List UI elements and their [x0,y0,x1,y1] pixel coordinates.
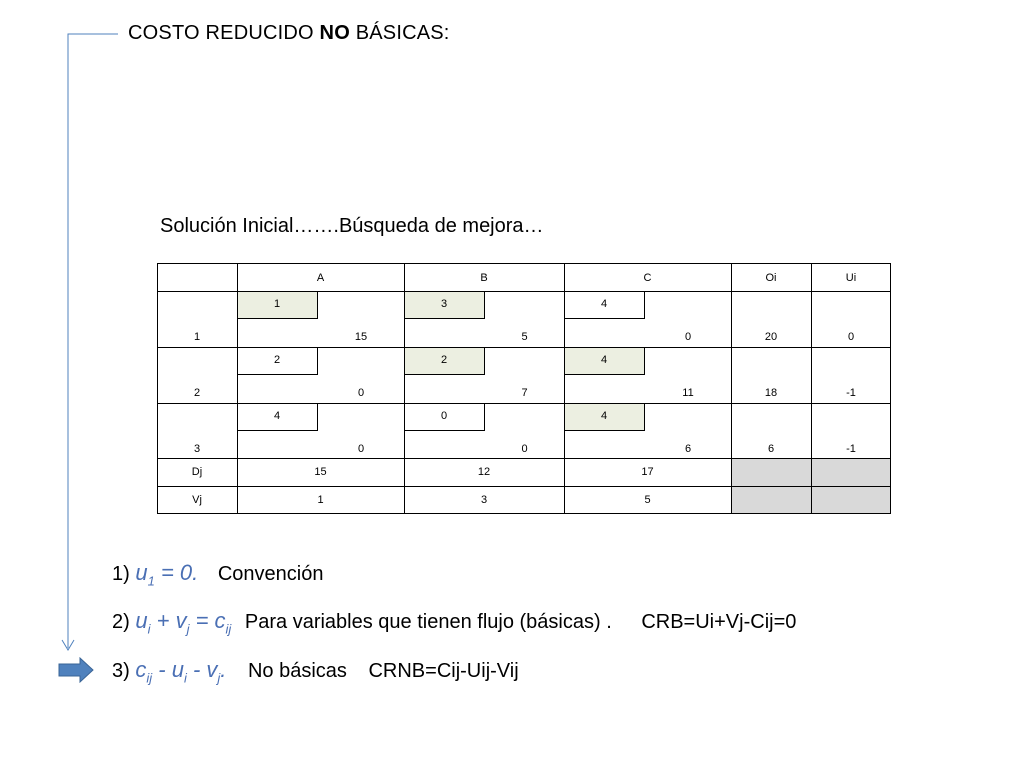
flow-value: 15 [354,331,368,343]
flow-value: 0 [357,387,365,399]
step-text: Convención [217,563,324,585]
gray-cell [731,486,811,514]
cost-cell: 2 [404,347,485,375]
step-formula: $u_1 = 0$. [135,560,199,589]
step-3 [112,657,519,685]
title-suffix: BÁSICAS: [349,22,450,44]
cost-cell: 4 [564,403,645,431]
gray-cell [731,458,811,486]
flow-value: 0 [357,443,365,455]
column-header: B [480,272,488,284]
dj-value: 15 [314,466,327,478]
bracket-connector [0,0,140,700]
table-hline [157,347,891,348]
dj-label: Dj [191,466,203,478]
table-hline [157,403,891,404]
step-1 [112,560,323,588]
table-hline [157,513,891,514]
flow-value: 6 [684,443,692,455]
flow-value: 7 [521,387,528,399]
right-arrow-icon [58,657,94,683]
title-prefix: COSTO REDUCIDO [128,22,320,44]
vj-value: 3 [480,494,488,506]
cost-cell: 0 [404,403,485,431]
row-label: 3 [193,443,201,455]
vj-label: Vj [192,494,202,506]
oi-value: 18 [764,387,778,399]
cost-cell: 3 [404,291,485,319]
row-label: 1 [193,331,201,343]
table-hline [157,263,891,264]
cost-cell: 1 [237,291,318,319]
page-title [128,22,450,45]
table-hline [157,291,891,292]
column-header: C [643,272,652,284]
ui-value: 0 [847,331,855,343]
cost-cell: 4 [564,347,645,375]
title-bold: NO [319,22,350,44]
step-text: No básicas [247,660,347,682]
step-formula: $u_i + v_j = c_{ij}$ [135,608,232,637]
gray-cell [811,486,891,514]
step-number: 2) [112,611,130,633]
step-extra: CRNB=Cij-Uij-Vij [368,660,519,682]
cost-cell: 2 [237,347,318,375]
step-number: 3) [112,660,130,682]
table-hline [157,458,891,459]
vj-value: 1 [317,494,324,506]
vj-value: 5 [644,494,651,506]
column-header: Oi [765,272,777,284]
flow-value: 0 [684,331,692,343]
oi-value: 20 [764,331,778,343]
flow-value: 11 [682,387,694,399]
transport-table [157,263,891,514]
step-2 [112,608,796,636]
step-extra: CRB=Ui+Vj-Cij=0 [641,611,797,633]
step-number: 1) [112,563,130,585]
cost-cell: 4 [237,403,318,431]
subtitle: Solución Inicial…….Búsqueda de mejora… [160,215,544,237]
gray-cell [811,458,891,486]
step-formula: $c_{ij} - u_i - v_j$. [135,657,227,686]
ui-value: -1 [846,387,856,399]
table-hline [157,486,891,487]
column-header: A [316,272,325,284]
step-text: Para variables que tienen flujo (básicas) . [244,611,612,633]
column-header: Ui [845,272,857,284]
oi-value: 6 [767,443,775,455]
ui-value: -1 [846,443,856,455]
flow-value: 0 [521,443,528,455]
dj-value: 12 [477,466,491,478]
flow-value: 5 [521,331,528,343]
row-label: 2 [193,387,201,399]
cost-cell: 4 [564,291,645,319]
dj-value: 17 [641,466,654,478]
